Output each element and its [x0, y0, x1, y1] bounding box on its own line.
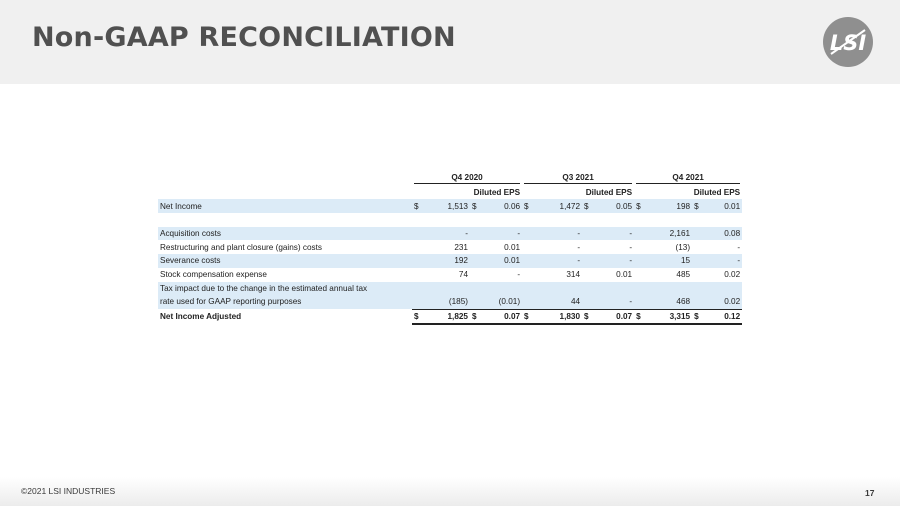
amount-cell: (13) — [675, 242, 691, 252]
amount-cell: - — [538, 254, 582, 268]
eps-cell: - — [737, 242, 741, 252]
adjustment-row — [158, 240, 742, 254]
eps-cell: 0.06 — [484, 199, 522, 213]
currency-symbol: $ — [692, 199, 706, 213]
amount-cell: - — [577, 242, 581, 252]
logo-text: LSI — [829, 31, 867, 55]
amount-cell: 2,161 — [650, 227, 692, 241]
currency-symbol: $ — [634, 309, 650, 324]
row-label: Tax impact due to the change in the estimated annual tax — [158, 282, 412, 295]
amount-cell: 198 — [650, 199, 692, 213]
row-label: Net Income — [158, 199, 412, 213]
amount-cell: 44 — [538, 295, 582, 310]
net-income-row — [158, 199, 742, 213]
eps-cell: - — [706, 254, 742, 268]
adjustment-row — [158, 268, 742, 282]
period-header-row — [158, 172, 742, 186]
amount-cell: 1,830 — [538, 309, 582, 324]
eps-cell: - — [596, 227, 634, 241]
eps-cell: 0.01 — [504, 242, 521, 252]
footer-bar — [0, 477, 900, 506]
amount-cell: (185) — [428, 295, 470, 310]
eps-cell: 0.08 — [706, 227, 742, 241]
eps-cell: (0.01) — [484, 295, 522, 310]
eps-column-header: Diluted EPS — [693, 188, 741, 198]
copyright-text: ©2021 LSI INDUSTRIES — [21, 486, 116, 496]
amount-cell: 1,472 — [538, 199, 582, 213]
amount-cell: 314 — [566, 270, 581, 280]
row-label: Acquisition costs — [158, 227, 412, 241]
eps-cell: - — [596, 295, 634, 310]
currency-symbol: $ — [522, 199, 538, 213]
currency-symbol: $ — [470, 309, 484, 324]
eps-header-row — [158, 186, 742, 200]
amount-cell: 485 — [676, 270, 691, 280]
eps-cell: 0.07 — [484, 309, 522, 324]
amount-cell: - — [428, 227, 470, 241]
currency-symbol: $ — [412, 199, 428, 213]
row-label: Severance costs — [158, 254, 412, 268]
amount-cell: - — [538, 227, 582, 241]
adjustment-row — [158, 295, 742, 310]
eps-column-header: Diluted EPS — [473, 188, 521, 198]
amount-cell: 1,825 — [428, 309, 470, 324]
row-label: Stock compensation expense — [160, 270, 267, 280]
adjustment-row — [158, 254, 742, 268]
currency-symbol: $ — [634, 199, 650, 213]
eps-cell: - — [517, 270, 521, 280]
amount-cell: 74 — [458, 270, 468, 280]
eps-cell: 0.05 — [596, 199, 634, 213]
eps-cell: 0.12 — [706, 309, 742, 324]
period-header: Q3 2021 — [522, 172, 634, 186]
amount-cell: 192 — [428, 254, 470, 268]
eps-cell: 0.07 — [596, 309, 634, 324]
currency-symbol: $ — [412, 309, 428, 324]
page-title: Non-GAAP RECONCILIATION — [32, 22, 456, 53]
row-label: Net Income Adjusted — [160, 312, 242, 322]
eps-cell: 0.02 — [706, 295, 742, 310]
amount-cell: 231 — [454, 242, 468, 252]
adjustment-row-label-line — [158, 282, 742, 295]
eps-cell: 0.01 — [616, 270, 633, 280]
eps-cell: - — [629, 242, 633, 252]
eps-cell: 0.01 — [706, 199, 742, 213]
eps-cell: - — [484, 227, 522, 241]
page-number: 17 — [865, 488, 875, 498]
amount-cell: 1,513 — [428, 199, 470, 213]
currency-symbol: $ — [522, 309, 538, 324]
period-header: Q4 2020 — [412, 172, 522, 186]
row-label: rate used for GAAP reporting purposes — [158, 295, 412, 310]
row-label: Restructuring and plant closure (gains) costs — [160, 242, 323, 252]
spacer-row — [158, 213, 742, 227]
amount-cell: 468 — [650, 295, 692, 310]
amount-cell: 15 — [650, 254, 692, 268]
lsi-logo-icon — [822, 16, 874, 68]
amount-cell: 3,315 — [650, 309, 692, 324]
eps-cell: 0.02 — [724, 270, 741, 280]
net-income-adjusted-row — [158, 309, 742, 324]
currency-symbol: $ — [470, 199, 484, 213]
adjustment-row — [158, 227, 742, 241]
eps-cell: - — [596, 254, 634, 268]
eps-column-header: Diluted EPS — [585, 188, 633, 198]
period-header: Q4 2021 — [634, 172, 742, 186]
currency-symbol: $ — [582, 309, 596, 324]
eps-cell: 0.01 — [484, 254, 522, 268]
reconciliation-table — [158, 172, 742, 325]
currency-symbol: $ — [692, 309, 706, 324]
currency-symbol: $ — [582, 199, 596, 213]
